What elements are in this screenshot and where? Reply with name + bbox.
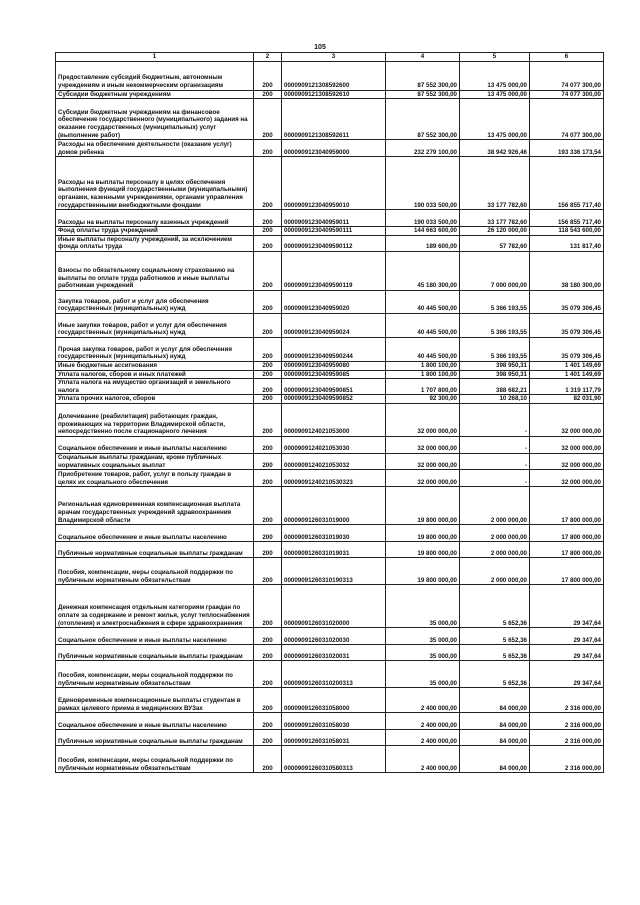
table-row xyxy=(56,90,604,99)
line-code-cell: 200 xyxy=(254,542,282,558)
executed-amount-cell: 398 950,31 xyxy=(460,370,530,379)
executed-amount-cell: - xyxy=(460,403,530,436)
item-name-cell: Приобретение товаров, работ, услуг в пользу граждан в целях их социального обеспечения xyxy=(56,470,254,487)
table-row xyxy=(56,251,604,290)
budget-classification-code-cell: 00009091260310190313 xyxy=(282,558,386,585)
remaining-amount-cell: 29 347,64 xyxy=(530,645,604,661)
line-code-cell: 200 xyxy=(254,395,282,404)
budget-classification-code-cell: 00009091260310580313 xyxy=(282,746,386,773)
table-row xyxy=(56,61,604,90)
budget-classification-code-cell: 0000909126031058000 xyxy=(282,688,386,713)
executed-amount-cell: 13 475 000,00 xyxy=(460,90,530,99)
column-number-header-row xyxy=(56,53,604,62)
remaining-amount-cell: 2 316 000,00 xyxy=(530,713,604,730)
approved-amount-cell: 40 445 500,00 xyxy=(386,290,460,313)
remaining-amount-cell: 74 077 300,00 xyxy=(530,90,604,99)
approved-amount-cell: 190 033 500,00 xyxy=(386,157,460,210)
budget-classification-code-cell: 0000909121308592611 xyxy=(282,99,386,140)
remaining-amount-cell: 17 800 000,00 xyxy=(530,542,604,558)
approved-amount-cell: 190 033 500,00 xyxy=(386,210,460,227)
table-row xyxy=(56,337,604,361)
header-col-6: 6 xyxy=(530,53,604,62)
budget-classification-code-cell: 00009091230409590244 xyxy=(282,337,386,361)
approved-amount-cell: 19 800 000,00 xyxy=(386,525,460,542)
table-row xyxy=(56,628,604,645)
executed-amount-cell: 398 950,31 xyxy=(460,361,530,370)
remaining-amount-cell: 156 855 717,40 xyxy=(530,157,604,210)
remaining-amount-cell: 17 800 000,00 xyxy=(530,487,604,525)
item-name-cell: Уплата налога на имущество организаций и земельного налога xyxy=(56,379,254,395)
item-name-cell: Публичные нормативные социальные выплаты гражданам xyxy=(56,542,254,558)
remaining-amount-cell: 2 316 000,00 xyxy=(530,688,604,713)
item-name-cell: Субсидии бюджетным учреждениям на финансовое обеспечение государственного (муниципального) задания на оказание государственных (муниципальных) услуг (выполнение работ) xyxy=(56,99,254,140)
item-name-cell: Публичные нормативные социальные выплаты гражданам xyxy=(56,645,254,661)
table-row xyxy=(56,140,604,157)
table-row xyxy=(56,436,604,453)
item-name-cell: Расходы на выплаты персоналу в целях обеспечения выполнения функций государственными (муниципальными) органами, казенными учреждениями, органами управления государственными внебюджетными фондами xyxy=(56,157,254,210)
executed-amount-cell: 5 652,36 xyxy=(460,645,530,661)
item-name-cell: Публичные нормативные социальные выплаты гражданам xyxy=(56,730,254,746)
item-name-cell: Иные закупки товаров, работ и услуг для обеспечения государственных (муниципальных) нужд xyxy=(56,313,254,337)
budget-execution-table xyxy=(55,52,604,773)
approved-amount-cell: 35 000,00 xyxy=(386,628,460,645)
budget-classification-code-cell: 0000909126031058031 xyxy=(282,730,386,746)
table-row xyxy=(56,558,604,585)
line-code-cell: 200 xyxy=(254,525,282,542)
line-code-cell: 200 xyxy=(254,140,282,157)
remaining-amount-cell: 17 800 000,00 xyxy=(530,558,604,585)
table-row xyxy=(56,645,604,661)
executed-amount-cell: 33 177 782,60 xyxy=(460,157,530,210)
budget-classification-code-cell: 0000909126031019000 xyxy=(282,487,386,525)
line-code-cell: 200 xyxy=(254,379,282,395)
table-row xyxy=(56,99,604,140)
executed-amount-cell: 5 366 193,55 xyxy=(460,313,530,337)
remaining-amount-cell: 32 000 000,00 xyxy=(530,436,604,453)
approved-amount-cell: 32 000 000,00 xyxy=(386,453,460,469)
executed-amount-cell: 5 366 193,55 xyxy=(460,337,530,361)
line-code-cell: 200 xyxy=(254,746,282,773)
line-code-cell: 200 xyxy=(254,453,282,469)
remaining-amount-cell: 35 079 306,45 xyxy=(530,290,604,313)
header-col-1: 1 xyxy=(56,53,254,62)
approved-amount-cell: 19 800 000,00 xyxy=(386,542,460,558)
line-code-cell: 200 xyxy=(254,730,282,746)
item-name-cell: Уплата прочих налогов, сборов xyxy=(56,395,254,404)
line-code-cell: 200 xyxy=(254,558,282,585)
approved-amount-cell: 144 663 600,00 xyxy=(386,227,460,236)
remaining-amount-cell: 1 401 149,69 xyxy=(530,361,604,370)
table-row xyxy=(56,470,604,487)
remaining-amount-cell: 2 316 000,00 xyxy=(530,746,604,773)
remaining-amount-cell: 35 079 306,45 xyxy=(530,313,604,337)
item-name-cell: Социальное обеспечение и иные выплаты населению xyxy=(56,628,254,645)
table-row xyxy=(56,730,604,746)
item-name-cell: Субсидии бюджетным учреждениям xyxy=(56,90,254,99)
executed-amount-cell: 7 000 000,00 xyxy=(460,251,530,290)
budget-classification-code-cell: 00009091240210530323 xyxy=(282,470,386,487)
executed-amount-cell: 5 652,36 xyxy=(460,661,530,688)
item-name-cell: Иные выплаты персоналу учреждений, за исключением фонда оплаты труда xyxy=(56,235,254,251)
executed-amount-cell: 2 000 000,00 xyxy=(460,558,530,585)
line-code-cell: 200 xyxy=(254,61,282,90)
header-col-4: 4 xyxy=(386,53,460,62)
table-row xyxy=(56,210,604,227)
line-code-cell: 200 xyxy=(254,157,282,210)
executed-amount-cell: 5 652,36 xyxy=(460,628,530,645)
table-row xyxy=(56,403,604,436)
budget-classification-code-cell: 0000909121308592600 xyxy=(282,61,386,90)
executed-amount-cell: 84 000,00 xyxy=(460,713,530,730)
approved-amount-cell: 19 800 000,00 xyxy=(386,487,460,525)
remaining-amount-cell: 82 031,90 xyxy=(530,395,604,404)
approved-amount-cell: 87 552 300,00 xyxy=(386,90,460,99)
line-code-cell: 200 xyxy=(254,251,282,290)
executed-amount-cell: 13 475 000,00 xyxy=(460,61,530,90)
budget-classification-code-cell: 0000909123040959010 xyxy=(282,157,386,210)
executed-amount-cell: 84 000,00 xyxy=(460,746,530,773)
approved-amount-cell: 1 800 100,00 xyxy=(386,361,460,370)
item-name-cell: Предоставление субсидий бюджетным, автономным учреждениям и иным некоммерческим организациям xyxy=(56,61,254,90)
table-row xyxy=(56,713,604,730)
executed-amount-cell: 57 782,60 xyxy=(460,235,530,251)
item-name-cell: Взносы по обязательному социальному страхованию на выплаты по оплате труда работников и иные выплаты работникам учреждений xyxy=(56,251,254,290)
table-row xyxy=(56,585,604,628)
budget-classification-code-cell: 0000909124021053030 xyxy=(282,436,386,453)
approved-amount-cell: 32 000 000,00 xyxy=(386,403,460,436)
line-code-cell: 200 xyxy=(254,290,282,313)
budget-classification-code-cell: 00009091230409590851 xyxy=(282,379,386,395)
header-col-3: 3 xyxy=(282,53,386,62)
approved-amount-cell: 45 180 300,00 xyxy=(386,251,460,290)
executed-amount-cell: 84 000,00 xyxy=(460,688,530,713)
line-code-cell: 200 xyxy=(254,688,282,713)
remaining-amount-cell: 1 319 117,79 xyxy=(530,379,604,395)
approved-amount-cell: 19 800 000,00 xyxy=(386,558,460,585)
line-code-cell: 200 xyxy=(254,487,282,525)
approved-amount-cell: 2 400 000,00 xyxy=(386,688,460,713)
item-name-cell: Долечивание (реабилитация) работающих граждан, проживающих на территории Владимирской области, непосредственно после стационарного лечения xyxy=(56,403,254,436)
approved-amount-cell: 87 552 300,00 xyxy=(386,99,460,140)
executed-amount-cell: 388 682,21 xyxy=(460,379,530,395)
approved-amount-cell: 189 600,00 xyxy=(386,235,460,251)
table-row xyxy=(56,453,604,469)
budget-classification-code-cell: 0000909123040959020 xyxy=(282,290,386,313)
table-row xyxy=(56,688,604,713)
executed-amount-cell: 5 366 193,55 xyxy=(460,290,530,313)
item-name-cell: Расходы на обеспечение деятельности (оказание услуг) домов ребенка xyxy=(56,140,254,157)
table-row xyxy=(56,370,604,379)
approved-amount-cell: 2 400 000,00 xyxy=(386,713,460,730)
line-code-cell: 200 xyxy=(254,370,282,379)
remaining-amount-cell: 17 800 000,00 xyxy=(530,525,604,542)
remaining-amount-cell: 118 543 600,00 xyxy=(530,227,604,236)
executed-amount-cell: - xyxy=(460,470,530,487)
remaining-amount-cell: 29 347,64 xyxy=(530,661,604,688)
remaining-amount-cell: 2 316 000,00 xyxy=(530,730,604,746)
approved-amount-cell: 40 445 500,00 xyxy=(386,337,460,361)
executed-amount-cell: 10 268,10 xyxy=(460,395,530,404)
budget-classification-code-cell: 0000909123040959024 xyxy=(282,313,386,337)
item-name-cell: Пособия, компенсации, меры социальной поддержки по публичным нормативным обязательствам xyxy=(56,558,254,585)
budget-classification-code-cell: 0000909123040959000 xyxy=(282,140,386,157)
table-row xyxy=(56,290,604,313)
line-code-cell: 200 xyxy=(254,210,282,227)
budget-classification-code-cell: 0000909121308592610 xyxy=(282,90,386,99)
approved-amount-cell: 2 400 000,00 xyxy=(386,746,460,773)
remaining-amount-cell: 35 079 306,45 xyxy=(530,337,604,361)
approved-amount-cell: 40 445 500,00 xyxy=(386,313,460,337)
item-name-cell: Денежная компенсация отдельным категориям граждан по оплате за содержание и ремонт жилья, услуг теплоснабжения (отопления) и электроснабжения в сфере здравоохранения xyxy=(56,585,254,628)
line-code-cell: 200 xyxy=(254,403,282,436)
table-row xyxy=(56,157,604,210)
approved-amount-cell: 92 300,00 xyxy=(386,395,460,404)
item-name-cell: Закупка товаров, работ и услуг для обеспечения государственных (муниципальных) нужд xyxy=(56,290,254,313)
item-name-cell: Расходы на выплаты персоналу казенных учреждений xyxy=(56,210,254,227)
executed-amount-cell: 38 942 926,46 xyxy=(460,140,530,157)
item-name-cell: Фонд оплаты труда учреждений xyxy=(56,227,254,236)
table-row xyxy=(56,379,604,395)
remaining-amount-cell: 131 817,40 xyxy=(530,235,604,251)
executed-amount-cell: 5 652,36 xyxy=(460,585,530,628)
remaining-amount-cell: 74 077 300,00 xyxy=(530,99,604,140)
item-name-cell: Единовременные компенсационные выплаты студентам в рамках целевого приема в медицинских ВУЗах xyxy=(56,688,254,713)
remaining-amount-cell: 156 855 717,40 xyxy=(530,210,604,227)
table-row xyxy=(56,227,604,236)
budget-classification-code-cell: 0000909126031058030 xyxy=(282,713,386,730)
budget-classification-code-cell: 0000909126031019031 xyxy=(282,542,386,558)
line-code-cell: 200 xyxy=(254,361,282,370)
budget-classification-code-cell: 0000909123040959080 xyxy=(282,361,386,370)
remaining-amount-cell: 74 077 300,00 xyxy=(530,61,604,90)
budget-classification-code-cell: 00009091230409590119 xyxy=(282,251,386,290)
table-row xyxy=(56,542,604,558)
approved-amount-cell: 32 000 000,00 xyxy=(386,470,460,487)
budget-classification-code-cell: 00009091230409590852 xyxy=(282,395,386,404)
budget-classification-code-cell: 0000909126031020030 xyxy=(282,628,386,645)
line-code-cell: 200 xyxy=(254,227,282,236)
line-code-cell: 200 xyxy=(254,470,282,487)
remaining-amount-cell: 32 000 000,00 xyxy=(530,403,604,436)
executed-amount-cell: 2 000 000,00 xyxy=(460,487,530,525)
approved-amount-cell: 1 800 100,00 xyxy=(386,370,460,379)
table-row xyxy=(56,661,604,688)
budget-classification-code-cell: 0000909123040959085 xyxy=(282,370,386,379)
item-name-cell: Социальные выплаты гражданам, кроме публичных нормативных социальных выплат xyxy=(56,453,254,469)
executed-amount-cell: 2 000 000,00 xyxy=(460,525,530,542)
executed-amount-cell: 26 120 000,00 xyxy=(460,227,530,236)
budget-classification-code-cell: 0000909123040959011 xyxy=(282,210,386,227)
remaining-amount-cell: 38 180 300,00 xyxy=(530,251,604,290)
budget-classification-code-cell: 0000909124021053000 xyxy=(282,403,386,436)
item-name-cell: Пособия, компенсации, меры социальной поддержки по публичным нормативным обязательствам xyxy=(56,746,254,773)
executed-amount-cell: 84 000,00 xyxy=(460,730,530,746)
line-code-cell: 200 xyxy=(254,645,282,661)
executed-amount-cell: - xyxy=(460,453,530,469)
item-name-cell: Социальное обеспечение и иные выплаты населению xyxy=(56,436,254,453)
line-code-cell: 200 xyxy=(254,90,282,99)
line-code-cell: 200 xyxy=(254,313,282,337)
approved-amount-cell: 2 400 000,00 xyxy=(386,730,460,746)
executed-amount-cell: 33 177 782,60 xyxy=(460,210,530,227)
table-row xyxy=(56,395,604,404)
remaining-amount-cell: 32 000 000,00 xyxy=(530,470,604,487)
budget-classification-code-cell: 00009091230409590111 xyxy=(282,227,386,236)
approved-amount-cell: 35 000,00 xyxy=(386,661,460,688)
table-row xyxy=(56,525,604,542)
approved-amount-cell: 35 000,00 xyxy=(386,645,460,661)
item-name-cell: Социальное обеспечение и иные выплаты населению xyxy=(56,525,254,542)
line-code-cell: 200 xyxy=(254,235,282,251)
table-row xyxy=(56,361,604,370)
item-name-cell: Прочая закупка товаров, работ и услуг для обеспечения государственных (муниципальных) нужд xyxy=(56,337,254,361)
item-name-cell: Региональная единовременная компенсационная выплата врачам государственных учреждений здравоохранения Владимирской области xyxy=(56,487,254,525)
budget-classification-code-cell: 0000909126031020000 xyxy=(282,585,386,628)
item-name-cell: Социальное обеспечение и иные выплаты населению xyxy=(56,713,254,730)
table-row xyxy=(56,487,604,525)
line-code-cell: 200 xyxy=(254,713,282,730)
item-name-cell: Уплата налогов, сборов и иных платежей xyxy=(56,370,254,379)
budget-classification-code-cell: 00009091230409590112 xyxy=(282,235,386,251)
remaining-amount-cell: 29 347,64 xyxy=(530,585,604,628)
line-code-cell: 200 xyxy=(254,337,282,361)
table-row xyxy=(56,746,604,773)
remaining-amount-cell: 193 336 173,54 xyxy=(530,140,604,157)
table-row xyxy=(56,235,604,251)
budget-classification-code-cell: 0000909126031019030 xyxy=(282,525,386,542)
approved-amount-cell: 32 000 000,00 xyxy=(386,436,460,453)
line-code-cell: 200 xyxy=(254,99,282,140)
remaining-amount-cell: 32 000 000,00 xyxy=(530,453,604,469)
line-code-cell: 200 xyxy=(254,436,282,453)
executed-amount-cell: 2 000 000,00 xyxy=(460,542,530,558)
item-name-cell: Пособия, компенсации, меры социальной поддержки по публичным нормативным обязательствам xyxy=(56,661,254,688)
approved-amount-cell: 35 000,00 xyxy=(386,585,460,628)
budget-classification-code-cell: 00009091260310200313 xyxy=(282,661,386,688)
table-row xyxy=(56,313,604,337)
budget-classification-code-cell: 0000909124021053032 xyxy=(282,453,386,469)
header-col-2: 2 xyxy=(254,53,282,62)
item-name-cell: Иные бюджетные ассигнования xyxy=(56,361,254,370)
executed-amount-cell: - xyxy=(460,436,530,453)
page-number: 105 xyxy=(314,44,326,51)
line-code-cell: 200 xyxy=(254,661,282,688)
budget-classification-code-cell: 0000909126031020031 xyxy=(282,645,386,661)
remaining-amount-cell: 29 347,64 xyxy=(530,628,604,645)
executed-amount-cell: 13 475 000,00 xyxy=(460,99,530,140)
line-code-cell: 200 xyxy=(254,585,282,628)
line-code-cell: 200 xyxy=(254,628,282,645)
approved-amount-cell: 1 707 800,00 xyxy=(386,379,460,395)
remaining-amount-cell: 1 401 149,69 xyxy=(530,370,604,379)
approved-amount-cell: 87 552 300,00 xyxy=(386,61,460,90)
approved-amount-cell: 232 279 100,00 xyxy=(386,140,460,157)
header-col-5: 5 xyxy=(460,53,530,62)
